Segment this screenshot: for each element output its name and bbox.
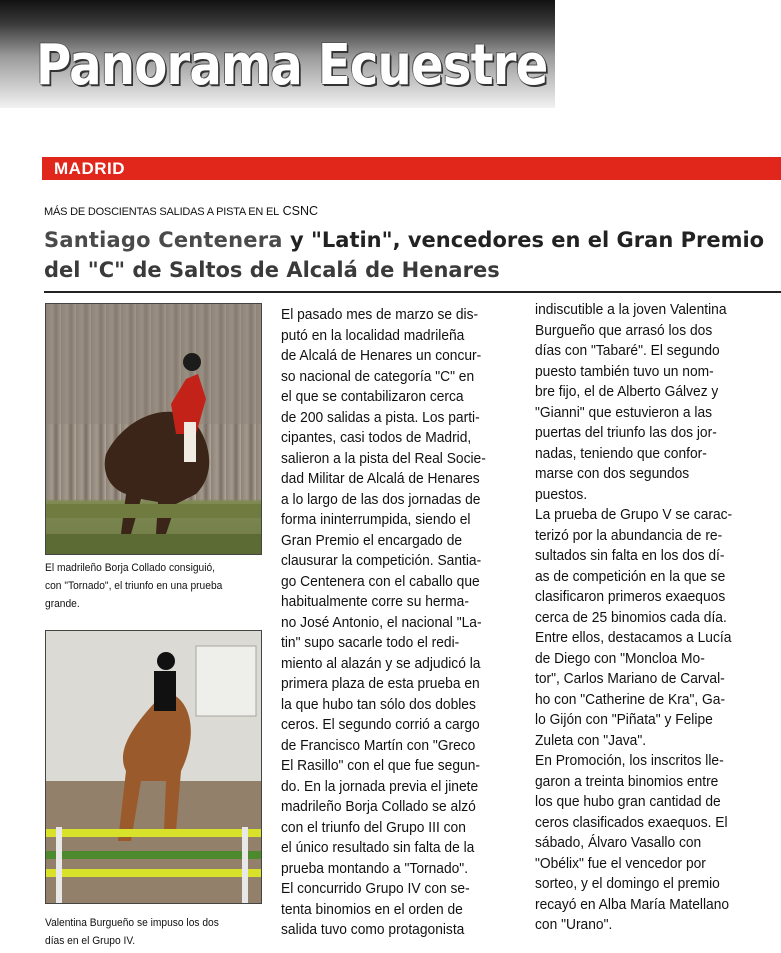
caption-1-line-2: con "Tornado", el triunfo en una prueba: [45, 580, 223, 592]
kicker-caps: MÁS DE DOSCIENTAS SALIDAS A PISTA EN EL: [44, 206, 280, 218]
article-line: tenta binomios en el orden de: [281, 900, 463, 918]
article-line: salida tuvo como protagonista: [281, 921, 465, 938]
article-line: Zuleta con "Java".: [535, 731, 647, 749]
photo-caption-1: [45, 559, 261, 613]
article-line: días con "Tabaré". El segundo: [535, 342, 720, 359]
article-line: prueba montando a "Tornado".: [281, 859, 469, 877]
article-line: con el triunfo del Grupo III con: [281, 818, 466, 836]
article-line: go Centenera con el caballo que: [281, 572, 480, 590]
photo-illustration-1: [46, 304, 261, 554]
article-line: primera plaza de esta prueba en: [281, 675, 480, 692]
article-line: El Rasillo" con el que fue segun-: [281, 757, 480, 774]
article-line: el que se contabilizaron cerca: [281, 388, 464, 405]
article-line: Burgueño que arrasó los dos: [535, 321, 713, 339]
article-line: Gran Premio el encargado de: [281, 531, 463, 549]
article-line: de Diego con "Moncloa Mo-: [535, 649, 705, 667]
article-line: de Alcalá de Henares un concur-: [281, 347, 482, 364]
article-line: de 200 salidas a pista. Los parti-: [281, 408, 480, 426]
photo-valentina-burgueno: [45, 630, 262, 904]
kicker-tail: CSNC: [282, 204, 318, 218]
article-line: Entre ellos, destacamos a Lucía: [535, 629, 732, 646]
article-line: tor", Carlos Mariano de Carval-: [535, 670, 725, 687]
article-column-1: [281, 305, 507, 941]
article-line: con "Urano".: [535, 916, 613, 933]
article-column-2: [535, 300, 766, 936]
section-bar: [42, 157, 781, 180]
article-line: "Obélix" fue el vencedor por: [535, 854, 706, 872]
article-line: miento al alazán y se adjudicó la: [281, 654, 481, 672]
article-line: puestos.: [535, 485, 588, 503]
article-line: El pasado mes de marzo se dis-: [281, 306, 479, 323]
article-line: no José Antonio, el nacional "La-: [281, 613, 482, 631]
article-line: nadas, teniendo que confor-: [535, 444, 707, 462]
headline-line-2: del "C" de Saltos de Alcalá de Henares: [44, 258, 500, 282]
article-line: El concurrido Grupo IV con se-: [281, 880, 470, 897]
caption-2-line-1: Valentina Burgueño se impuso los dos: [45, 917, 219, 929]
headline-rule: [44, 291, 781, 293]
headline-line-1: [44, 225, 774, 255]
article-line: ceros clasificados exaequos. El: [535, 813, 728, 831]
article-line: ho con "Catherine de Kra", Ga-: [535, 690, 726, 708]
article-line: recayó en Alba María Matellano: [535, 895, 730, 913]
caption-2-line-2: días en el Grupo IV.: [45, 935, 136, 947]
article-line: forma ininterrumpida, siendo el: [281, 511, 471, 528]
article-line: la que hubo tan sólo dos dobles: [281, 695, 476, 713]
article-line: a lo largo de las dos jornadas de: [281, 490, 481, 508]
article-line: cipantes, casi todos de Madrid,: [281, 429, 472, 446]
article-line: el único resultado sin falta de la: [281, 839, 475, 856]
article-line: habitualmente corre su herma-: [281, 593, 469, 610]
article-line: as de competición en la que se: [535, 567, 726, 585]
photo-illustration-2: [46, 631, 261, 903]
article-line: terizó por la abundancia de re-: [535, 526, 723, 544]
headline: [44, 225, 774, 285]
article-line: sorteo, y el domingo el premio: [535, 875, 720, 892]
article-line: salieron a la pista del Real Socie-: [281, 449, 486, 467]
article-line: garon a treinta binomios entre: [535, 772, 719, 790]
article-line: tin" supo sacarle todo el redi-: [281, 634, 460, 651]
masthead-title: Panorama Ecuestre: [36, 33, 548, 98]
headline-name: Santiago Centenera: [44, 228, 283, 252]
article-line: clausurar la competición. Santia-: [281, 552, 482, 569]
article-line: La prueba de Grupo V se carac-: [535, 506, 733, 523]
article-line: madrileño Borja Collado se alzó: [281, 798, 476, 815]
article-line: sábado, Álvaro Vasallo con: [535, 834, 702, 851]
masthead-banner: [0, 0, 555, 108]
article-line: sultados sin falta en los dos dí-: [535, 547, 725, 564]
article-line: puertas del triunfo las dos jor-: [535, 424, 717, 441]
article-line: de Francisco Martín con "Greco: [281, 736, 476, 754]
article-line: puesto también tuvo un nom-: [535, 362, 714, 380]
photo-borja-collado: [45, 303, 262, 555]
article-line: lo Gijón con "Piñata" y Felipe: [535, 711, 713, 728]
article-line: marse con dos segundos: [535, 465, 690, 482]
section-label: MADRID: [54, 159, 125, 178]
article-line: "Gianni" que estuvieron a las: [535, 403, 713, 421]
article-line: dad Militar de Alcalá de Henares: [281, 470, 480, 487]
article-line: indiscutible a la joven Valentina: [535, 301, 727, 318]
article-line: do. En la jornada previa el jinete: [281, 777, 479, 795]
caption-1-line-1: El madrileño Borja Collado consiguió,: [45, 562, 216, 574]
headline-rest: y "Latin", vencedores en el Gran Premio: [282, 228, 765, 252]
article-line: putó en la localidad madrileña: [281, 326, 465, 344]
caption-1-line-3: grande.: [45, 598, 80, 610]
article-line: bre fijo, el de Alberto Gálvez y: [535, 383, 719, 400]
article-line: so nacional de categoría "C" en: [281, 367, 475, 385]
article-line: ceros. El segundo corrió a cargo: [281, 716, 480, 733]
kicker: [44, 204, 318, 218]
article-line: los que hubo gran cantidad de: [535, 793, 721, 810]
article-line: clasificaron primeros exaequos: [535, 588, 726, 605]
photo-caption-2: [45, 914, 261, 950]
article-line: cerca de 25 binomios cada día.: [535, 608, 727, 626]
article-line: En Promoción, los inscritos lle-: [535, 752, 724, 769]
